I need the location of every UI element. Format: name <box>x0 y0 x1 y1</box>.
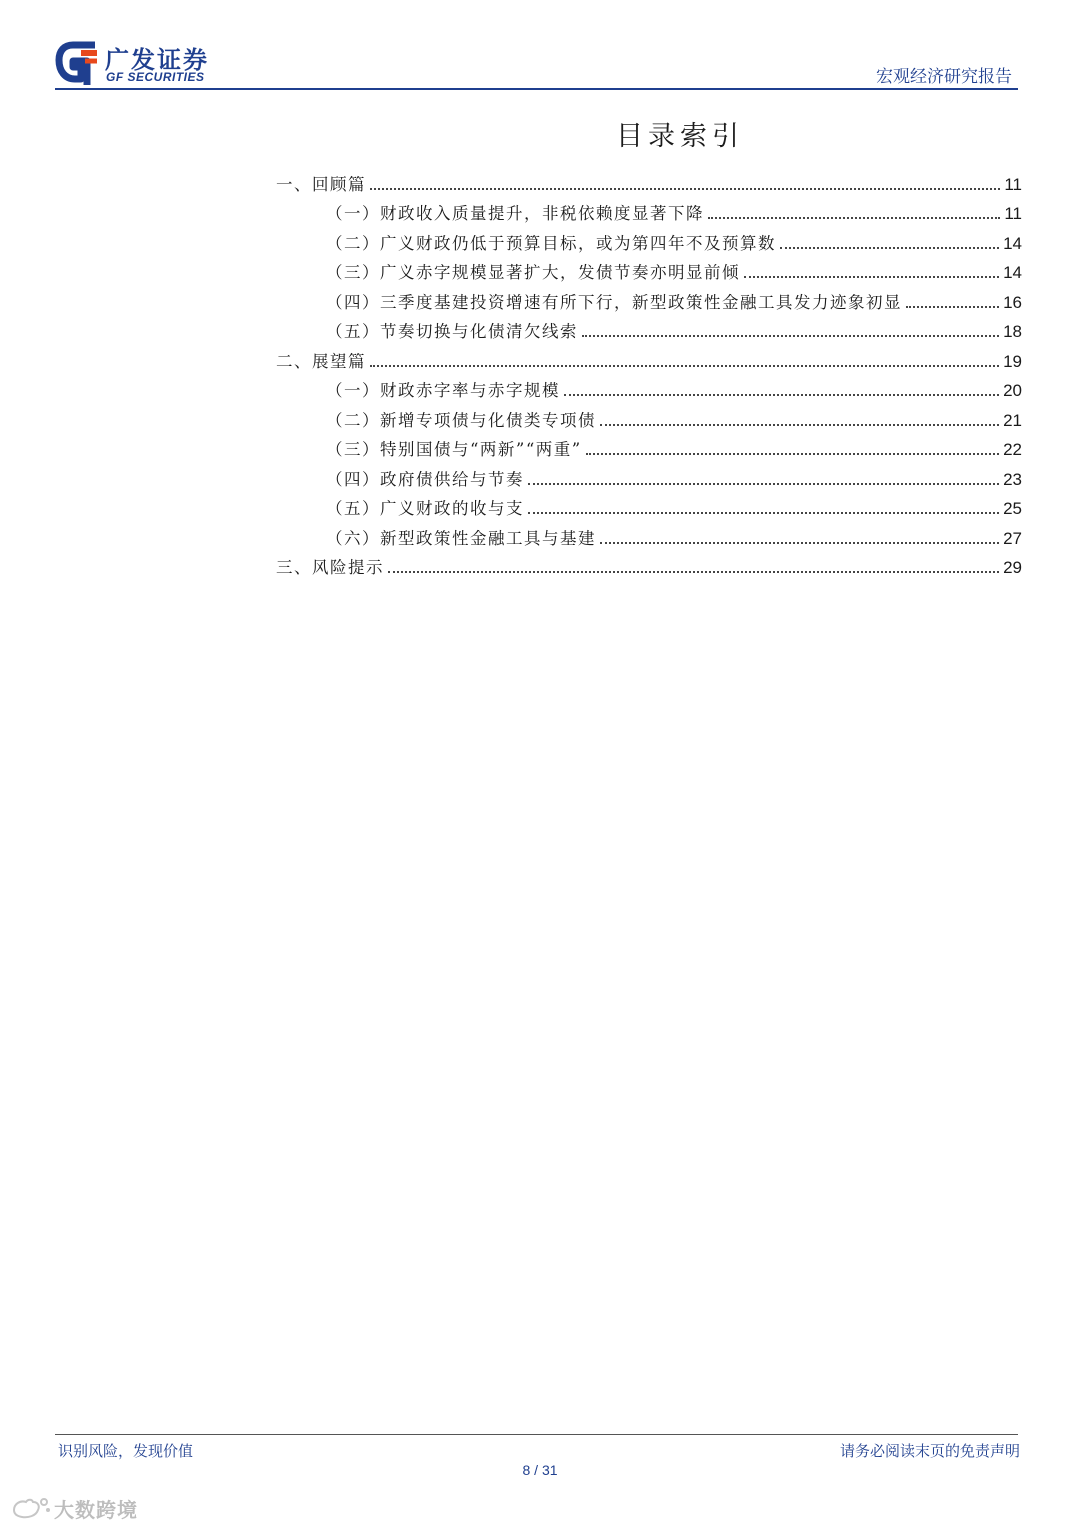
toc-dot-leader <box>528 482 999 485</box>
brand-name-cn: 广发证券 <box>105 46 209 74</box>
toc-entry-page: 25 <box>1003 499 1022 518</box>
table-of-contents <box>276 166 1022 579</box>
toc-entry-page: 18 <box>1003 322 1022 341</box>
toc-entry-page: 14 <box>1003 233 1022 253</box>
toc-entry-page: 19 <box>1003 351 1022 371</box>
toc-title: 目录索引 <box>616 121 744 152</box>
toc-entry-label: （三）特别国债与“两新”“两重” <box>326 440 582 459</box>
toc-entry[interactable] <box>276 550 1022 580</box>
toc-entry-label: （五）广义财政的收与支 <box>326 499 524 518</box>
toc-dot-leader <box>388 570 999 573</box>
toc-dot-leader <box>906 305 999 308</box>
brand-name-en: GF SECURITIES <box>106 70 205 84</box>
report-type: 宏观经济研究报告 <box>876 67 1012 87</box>
footer-divider <box>55 1434 1018 1435</box>
toc-dot-leader <box>370 187 1000 190</box>
toc-entry-page: 27 <box>1003 528 1022 548</box>
toc-dot-leader <box>586 452 999 455</box>
toc-entry[interactable] <box>276 255 1022 285</box>
toc-entry-page: 11 <box>1004 204 1022 223</box>
toc-entry-label: （四）政府债供给与节奏 <box>326 469 524 489</box>
toc-entry-label: （二）新增专项债与化债类专项债 <box>326 410 596 430</box>
footer-disclaimer: 请务必阅读末页的免责声明 <box>839 1442 1020 1460</box>
toc-entry-label: （二）广义财政仍低于预算目标，或为第四年不及预算数 <box>326 233 776 253</box>
toc-entry-page: 16 <box>1003 292 1022 312</box>
toc-entry-label: 一、回顾篇 <box>276 174 366 194</box>
toc-entry[interactable] <box>276 343 1022 373</box>
toc-dot-leader <box>370 364 999 367</box>
watermark-text: 大数跨境 <box>54 1497 138 1522</box>
toc-dot-leader <box>708 216 1000 219</box>
page-number: 8 / 31 <box>522 1462 558 1478</box>
page-header <box>55 38 1018 90</box>
toc-entry[interactable] <box>276 491 1022 521</box>
toc-entry-label: （五）节奏切换与化债清欠线索 <box>326 322 578 341</box>
toc-dot-leader <box>600 423 999 426</box>
gf-logo-icon <box>55 39 101 85</box>
toc-entry-label: （四）三季度基建投资增速有所下行，新型政策性金融工具发力迹象初显 <box>326 292 902 312</box>
footer-slogan: 识别风险，发现价值 <box>58 1442 194 1460</box>
toc-entry-page: 22 <box>1003 440 1022 459</box>
toc-entry-label: 三、风险提示 <box>276 558 384 577</box>
toc-entry-label: （一）财政收入质量提升，非税依赖度显著下降 <box>326 204 704 223</box>
toc-entry-label: （一）财政赤字率与赤字规模 <box>326 381 560 400</box>
toc-entry-page: 29 <box>1003 558 1022 577</box>
toc-entry[interactable] <box>276 373 1022 403</box>
toc-entry-page: 21 <box>1003 410 1022 430</box>
toc-dot-leader <box>600 541 999 544</box>
toc-dot-leader <box>744 275 999 278</box>
toc-entry[interactable] <box>276 225 1022 255</box>
toc-entry[interactable] <box>276 461 1022 491</box>
toc-entry[interactable] <box>276 402 1022 432</box>
toc-entry-label: （六）新型政策性金融工具与基建 <box>326 528 596 548</box>
header-divider <box>55 88 1018 90</box>
toc-entry-label: （三）广义赤字规模显著扩大，发债节奏亦明显前倾 <box>326 263 740 282</box>
toc-dot-leader <box>780 246 999 249</box>
toc-entry-label: 二、展望篇 <box>276 351 366 371</box>
toc-entry-page: 23 <box>1003 469 1022 489</box>
gf-securities-logo <box>55 38 230 88</box>
toc-dot-leader <box>582 334 999 337</box>
toc-entry[interactable] <box>276 432 1022 462</box>
watermark <box>10 1494 138 1522</box>
toc-dot-leader <box>564 393 999 396</box>
toc-entry[interactable] <box>276 284 1022 314</box>
toc-entry-page: 11 <box>1004 174 1022 194</box>
weibo-icon <box>10 1496 52 1520</box>
toc-entry[interactable] <box>276 196 1022 226</box>
toc-entry[interactable] <box>276 314 1022 344</box>
toc-entry-page: 14 <box>1003 263 1022 282</box>
toc-entry-page: 20 <box>1003 381 1022 400</box>
toc-entry[interactable] <box>276 166 1022 196</box>
toc-entry[interactable] <box>276 520 1022 550</box>
toc-dot-leader <box>528 511 999 514</box>
